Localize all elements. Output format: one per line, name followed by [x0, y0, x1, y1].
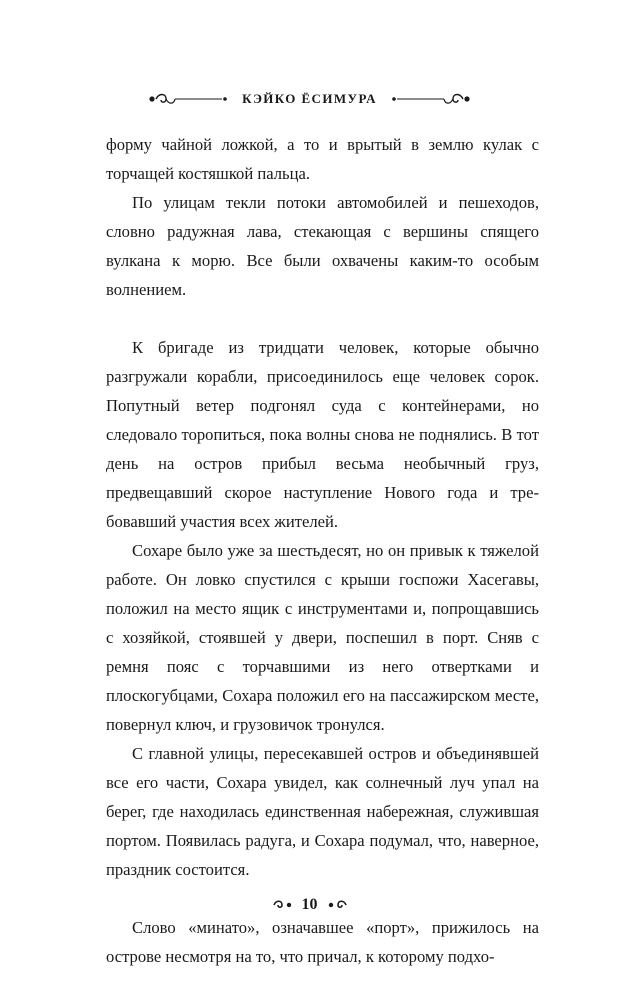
page-folio: [0, 896, 619, 914]
body-text: [106, 130, 539, 971]
page-number: 10: [301, 896, 318, 913]
paragraph: К бригаде из тридцати человек, которые обычно разгружали корабли, присоединилось еще человек сорок. Попутный ветер подгонял суда с контейнерами, но следовало торопиться, пока волны снова не поднялись. В тот день на остров прибыл весьма необычный груз, предвещавший скорое наступление Нового года и требовавший участия всех жителей.: [106, 338, 539, 531]
paragraph-continued: форму чайной ложкой, а то и врытый в землю кулак с торчащей костяшкой пальца.: [106, 135, 539, 183]
paragraph: Сохаре было уже за шестьдесят, но он привык к тяжелой работе. Он ловко спустился с крыши госпожи Хасегавы, положил на место ящик с инструментами и, попрощавшись с хозяйкой, стоявшей у двери, поспешил в порт. Сняв с ремня пояс с торчавшими из него отвертками и плоскогубцами, Сохара положил его на пассажирском месте, повернул ключ, и грузовичок тронулся.: [106, 541, 539, 734]
paragraph: По улицам текли потоки автомобилей и пешеходов, словно радужная лава, стекающая с вершины спящего вулкана к морю. Все были охвачены каким-то особым волнением.: [106, 193, 539, 299]
running-head-title: КЭЙКО ЁСИМУРА: [242, 91, 377, 106]
paragraph: Слово «минато», означавшее «порт», прижилось на острове несмотря на то, что причал, к которому подхо-: [106, 918, 539, 966]
left-ornament-icon: [148, 92, 230, 106]
folio-right-ornament-icon: [326, 899, 348, 911]
right-ornament-icon: [389, 92, 471, 106]
folio-left-ornament-icon: [272, 899, 294, 911]
paragraph: С главной улицы, пересекавшей остров и объединявшей все его части, Сохара увидел, как солнечный луч упал на берег, где находилась единственная набережная, служившая портом. Появилась радуга, и Сохара подумал, что, наверное, праздник состоится.: [106, 744, 539, 879]
running-head: [0, 88, 619, 110]
